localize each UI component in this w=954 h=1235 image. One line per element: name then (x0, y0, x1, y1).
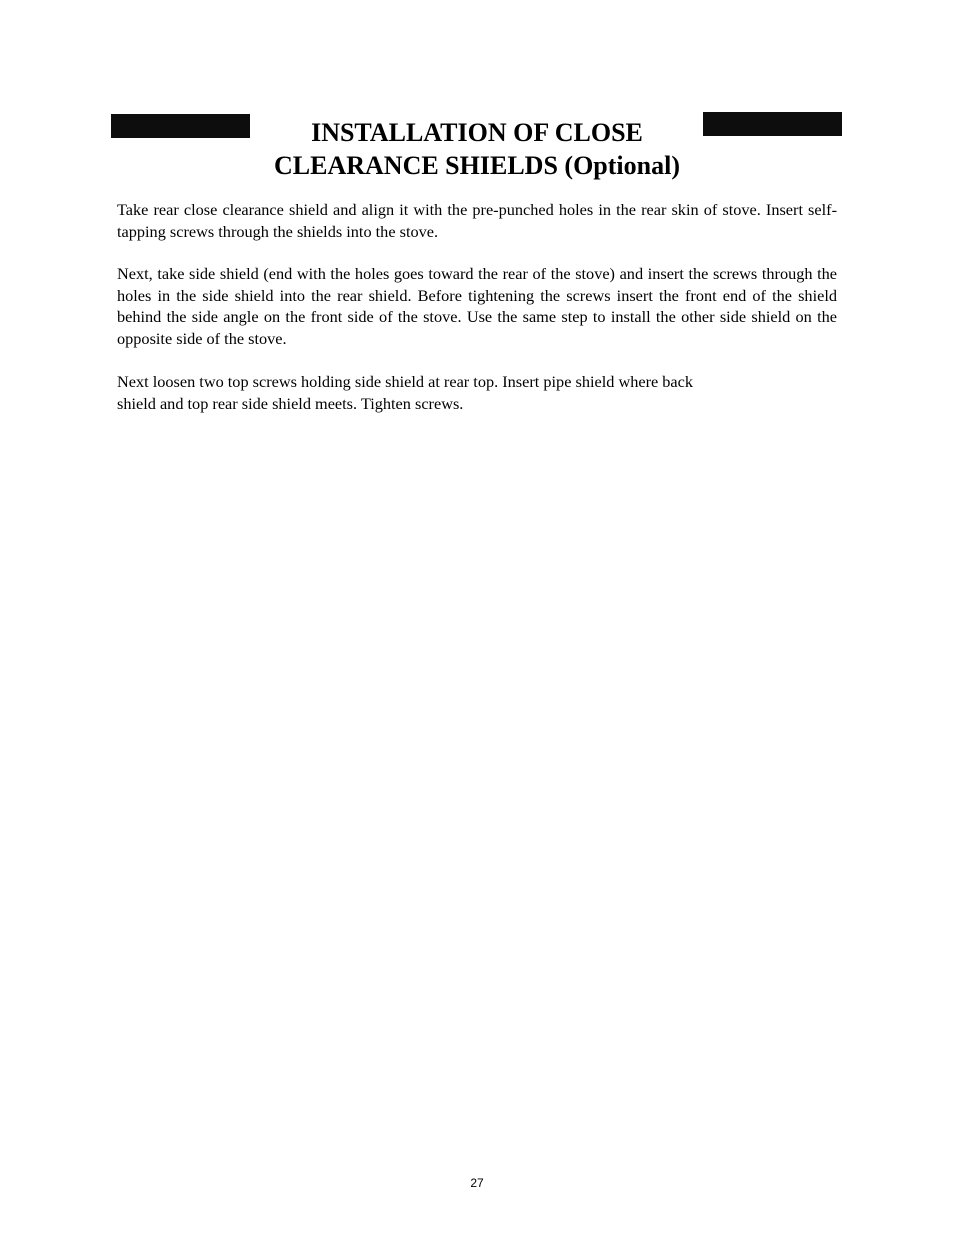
paragraph-side-shield: Next, take side shield (end with the holes goes toward the rear of the stove) and insert the screws through the holes in the side shield into the rear shield. Before tightening the screws insert the front end of the shield behind the side angle on the front side of the stove. Use the same step to install the other side shield on the opposite side of the stove. (117, 264, 837, 349)
page-title-line-1: INSTALLATION OF CLOSE (311, 118, 643, 147)
page-title (200, 116, 754, 182)
paragraph-pipe-shield-line-1: Next loosen two top screws holding side shield at rear top. Insert pipe shield where back (117, 372, 694, 391)
page-title-line-2: CLEARANCE SHIELDS (Optional) (274, 151, 680, 180)
paragraph-rear-shield: Take rear close clearance shield and align it with the pre-punched holes in the rear skin of stove. Insert self-tapping screws through the shields into the stove. (117, 200, 837, 241)
paragraph-pipe-shield (117, 371, 837, 414)
page-number: 27 (470, 1176, 484, 1190)
paragraph-pipe-shield-line-2: shield and top rear side shield meets. Tighten screws. (117, 393, 464, 413)
